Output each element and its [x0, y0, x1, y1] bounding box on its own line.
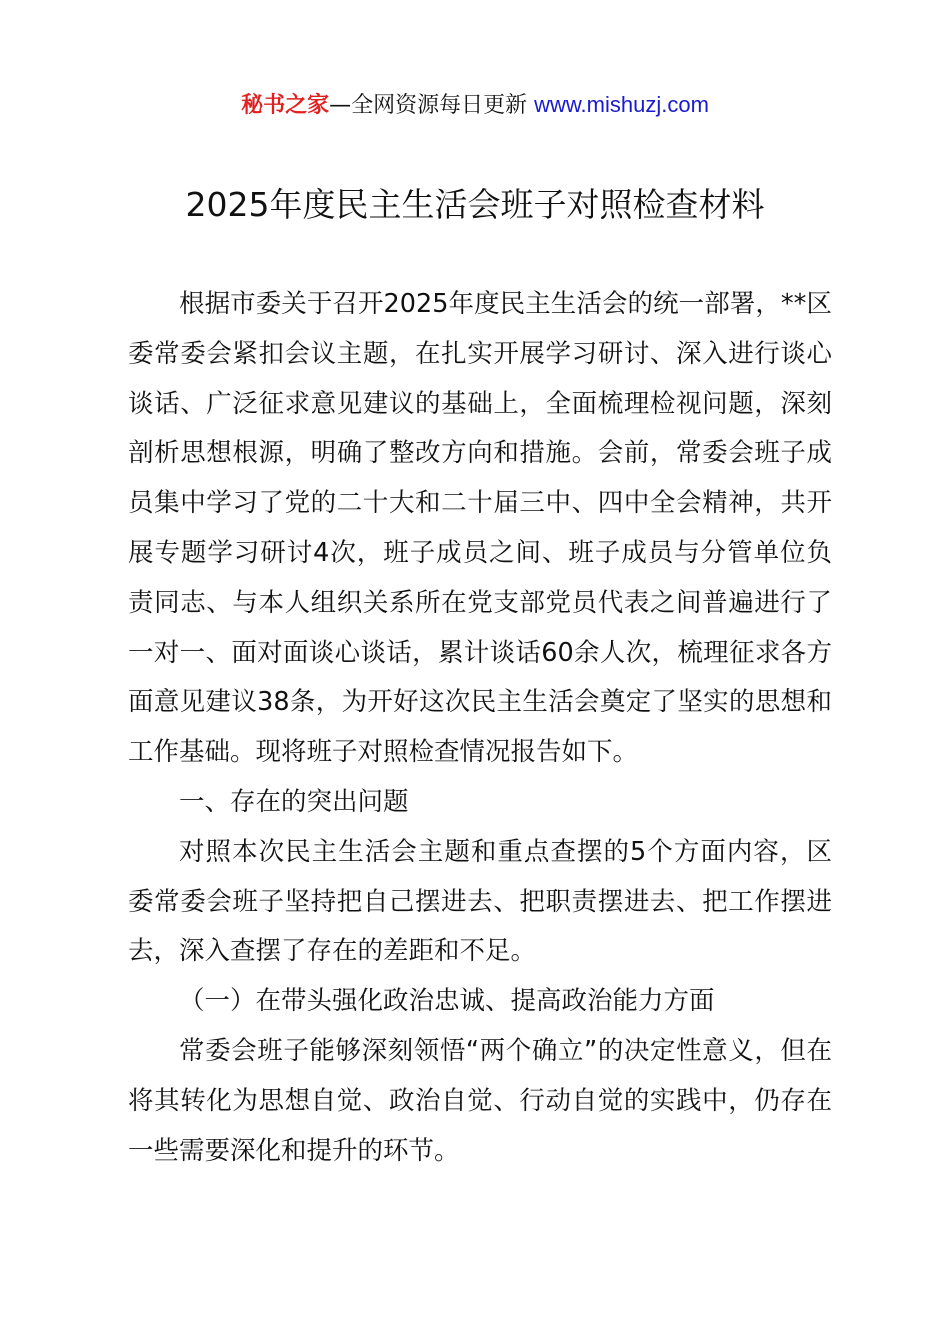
subsection-paragraph: 常委会班子能够深刻领悟“两个确立”的决定性意义，但在将其转化为思想自觉、政治自觉、行动自觉的实践中，仍存在一些需要深化和提升的环节。 — [128, 1035, 832, 1166]
section-heading: 一、存在的突出问题 — [179, 786, 409, 817]
document-title: 2025年度民主生活会班子对照检查材料 — [185, 185, 765, 224]
header-tagline: —全网资源每日更新 — [329, 93, 528, 118]
subsection-heading: （一）在带头强化政治忠诚、提高政治能力方面 — [179, 986, 715, 1017]
site-header — [0, 88, 950, 123]
intro-paragraph: 根据市委关于召开2025年度民主生活会的统一部署，**区委常委会紧扣会议主题，在扎实开展学习研讨、深入进行谈心谈话、广泛征求意见建议的基础上，全面梳理检视问题，深刻剖析思想根源，明确了整改方向和措施。会前，常委会班子成员集中学习了党的二十大和二十届三中、四中全会精神，共开展专题学习研讨4次，班子成员之间、班子成员与分管单位负责同志、与本人组织关系所在党支部党员代表之间普遍进行了一对一、面对面谈心谈话，累计谈话60余人次，梳理征求各方面意见建议38条，为开好这次民主生活会奠定了坚实的思想和工作基础。现将班子对照检查情况报告如下。 — [128, 289, 832, 768]
document-body — [128, 280, 832, 1176]
site-url-link[interactable]: www.mishuzj.com — [534, 92, 709, 117]
section-paragraph: 对照本次民主生活会主题和重点查摆的5个方面内容，区委常委会班子坚持把自己摆进去、把职责摆进去、把工作摆进去，深入查摆了存在的差距和不足。 — [128, 836, 832, 967]
brand-name: 秘书之家 — [241, 93, 330, 118]
